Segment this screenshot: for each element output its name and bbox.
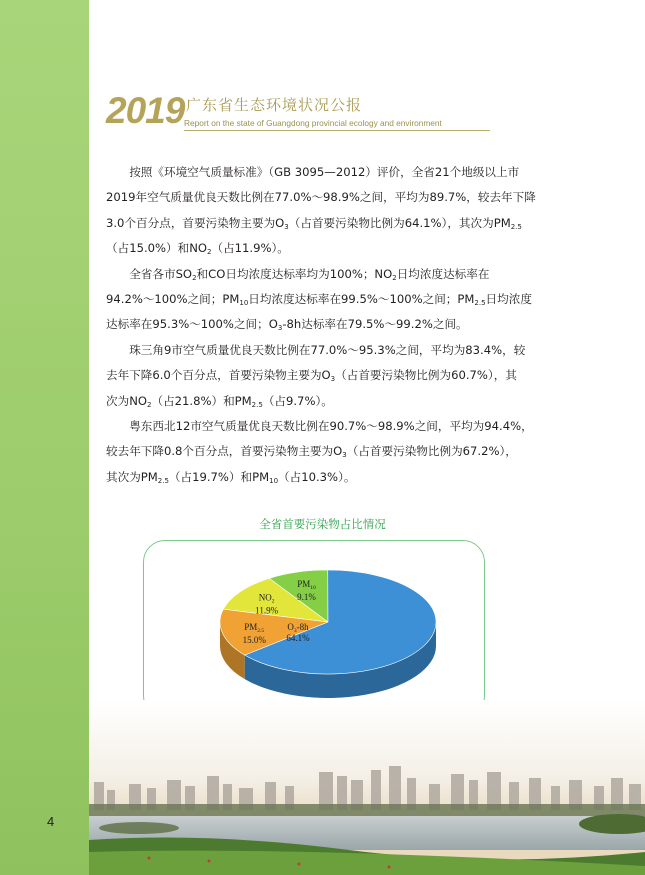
pollutant-pie-chart <box>143 540 483 716</box>
report-title-cn: 广东省生态环境状况公报 <box>186 96 363 114</box>
report-header <box>106 90 526 140</box>
body-text: 按照《环境空气质量标准》（GB 3095—2012）评价，全省21个地级以上市 2019年空气质量优良天数比例在77.0%～98.9%之间，平均为89.7%，较去年下降 3.0个百分点，首要污染物主要为$O_3$（占首要污染物比例为64.1%），其次为$PM_{2.5}$ （占15.0%）和$NO_2$（占11.9%）。 全省各市$SO_2$和CO日均浓度达标率均为100%；$NO_2$日均浓度达标率在 94.2%～100%之间；$PM_{10}$日均浓度达标率在99.5%～100%之间；$PM_{2.5}$日均浓度 达标率在95.3%～100%之间；$O_3-8h$达标率在79.5%～99.2%之间。 珠三角9市空气质量优良天数比例在77.0%～95.3%之间，平均为83.4%，较 去年下降6.0个百分点，首要污染物主要为$O_3$（占首要污染物比例为60.7%），其 次为$NO_2$（占21.8%）和$PM_{2.5}$（占9.7%）。 粤东西北12市空气质量优良天数比例在90.7%～98.9%之间，平均为94.4%， 较去年下降0.8个百分点，首要污染物主要为$O_3$（占首要污染物比例为67.2%）， 其次为$PM_{2.5}$（占19.7%）和$PM_{10}$（占10.3%）。 <box>106 160 554 490</box>
paragraph-2: 全省各市$SO_2$和CO日均浓度达标率均为100%；$NO_2$日均浓度达标率在 <box>129 266 490 282</box>
page-number: 4 <box>47 814 55 829</box>
report-title-en: Report on the state of Guangdong provincial ecology and environment <box>184 118 442 128</box>
decorative-sidebar <box>0 0 89 875</box>
paragraph-3: 珠三角9市空气质量优良天数比例在77.0%～95.3%之间，平均为83.4%，较 <box>129 342 526 357</box>
paragraph-4: 粤东西北12市空气质量优良天数比例在90.7%～98.9%之间，平均为94.4%， <box>129 419 533 434</box>
paragraph-1: 按照《环境空气质量标准》（GB 3095—2012）评价，全省21个地级以上市 <box>129 165 520 179</box>
report-year: 2019 <box>106 90 185 131</box>
pie-label-2: $NO_2$ 11.9% <box>255 592 279 616</box>
pie-label-0: $O_3-8h$ 64.1% <box>286 622 310 643</box>
chart-title: 全省首要污染物占比情况 <box>259 517 386 531</box>
pie-label-3: $PM_{10}$ 9.1% <box>297 579 316 603</box>
header-divider <box>184 130 490 131</box>
city-skyline-photo <box>89 700 645 875</box>
pie-label-1: $PM_{2.5}$ 15.0% <box>242 621 266 645</box>
